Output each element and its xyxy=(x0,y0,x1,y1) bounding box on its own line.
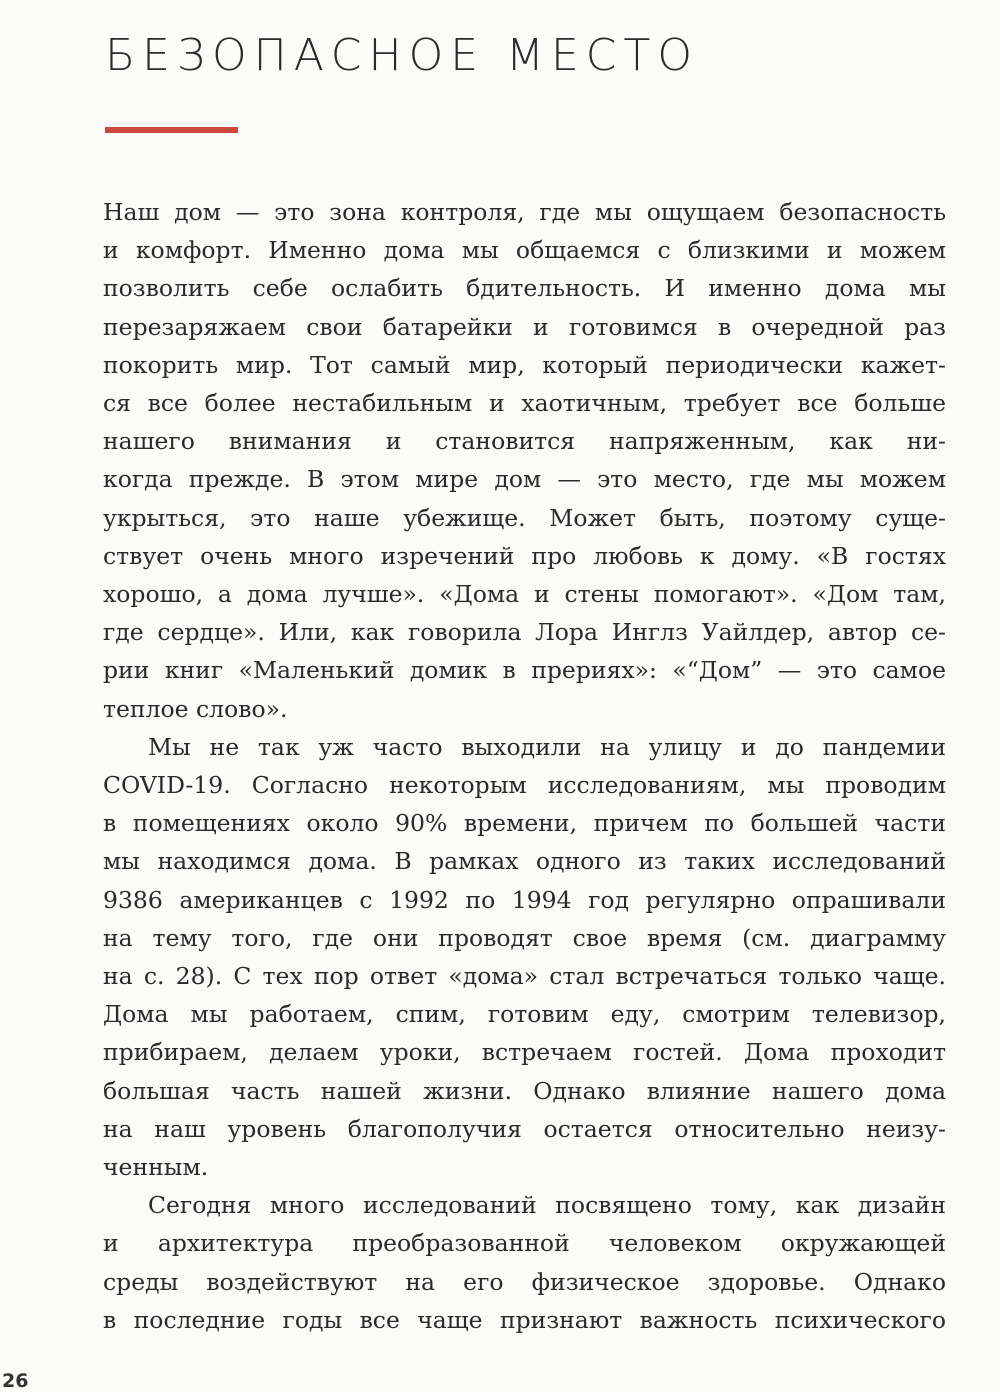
text-line: среды воздействуют на его физическое здоровье. Однако xyxy=(103,1267,946,1296)
text-line: ченным. xyxy=(103,1153,209,1182)
text-line: Наш дом — это зона контроля, где мы ощущаем безопасность xyxy=(103,198,946,226)
chapter-title: БЕЗОПАСНОЕ МЕСТО xyxy=(105,30,700,81)
text-line: мы находимся дома. В рамках одного из таких исследований xyxy=(103,847,946,876)
text-line: в последние годы все чаще признают важность психического xyxy=(103,1305,946,1334)
body-text xyxy=(103,193,946,1339)
text-line: и комфорт. Именно дома мы общаемся с близкими и можем xyxy=(103,236,946,265)
text-line: в помещениях около 90% времени, причем по большей части xyxy=(103,809,946,838)
text-line: и архитектура преобразованной человеком окружающей xyxy=(103,1229,946,1258)
text-line: Мы не так уж часто выходили на улицу и до пандемии xyxy=(148,732,946,761)
text-line: Сегодня много исследований посвящено тому, как дизайн xyxy=(148,1191,946,1220)
paragraph xyxy=(103,728,946,1186)
title-underline xyxy=(105,127,238,133)
text-line: нашего внимания и становится напряженным, как ни- xyxy=(103,427,946,456)
paragraph xyxy=(103,193,946,728)
text-line: когда прежде. В этом мире дом — это место, где мы можем xyxy=(103,465,946,494)
text-line: перезаряжаем свои батарейки и готовимся в очередной раз xyxy=(103,312,946,341)
text-line: теплое слово». xyxy=(103,694,288,723)
page-number: 26 xyxy=(2,1370,29,1392)
text-line: на тему того, где они проводят свое время (см. диаграмму xyxy=(103,923,946,952)
text-line: ся все более нестабильным и хаотичным, требует все больше xyxy=(103,389,946,418)
text-line: ствует очень много изречений про любовь к дому. «В гостях xyxy=(103,541,946,570)
text-line: покорить мир. Тот самый мир, который периодически кажет- xyxy=(103,350,946,379)
text-line: укрыться, это наше убежище. Может быть, поэтому суще- xyxy=(103,503,946,532)
text-line: Дома мы работаем, спим, готовим еду, смотрим телевизор, xyxy=(103,1000,946,1029)
text-line: большая часть нашей жизни. Однако влияние нашего дома xyxy=(103,1076,946,1105)
text-line: COVID-19. Согласно некоторым исследованиям, мы проводим xyxy=(103,771,946,800)
text-line: где сердце». Или, как говорила Лора Инглз Уайлдер, автор се- xyxy=(103,618,946,647)
text-line: хорошо, а дома лучше». «Дома и стены помогают». «Дом там, xyxy=(103,580,946,609)
text-line: на с. 28). С тех пор ответ «дома» стал встречаться только чаще. xyxy=(103,962,946,991)
paragraph xyxy=(103,1186,946,1339)
text-line: позволить себе ослабить бдительность. И именно дома мы xyxy=(103,274,946,303)
text-line: 9386 американцев с 1992 по 1994 год регулярно опрашивали xyxy=(103,885,946,914)
text-line: на наш уровень благополучия остается относительно неизу- xyxy=(103,1114,946,1143)
text-line: прибираем, делаем уроки, встречаем гостей. Дома проходит xyxy=(103,1038,946,1067)
text-line: рии книг «Маленький домик в прериях»: «“Дом” — это самое xyxy=(103,656,946,685)
